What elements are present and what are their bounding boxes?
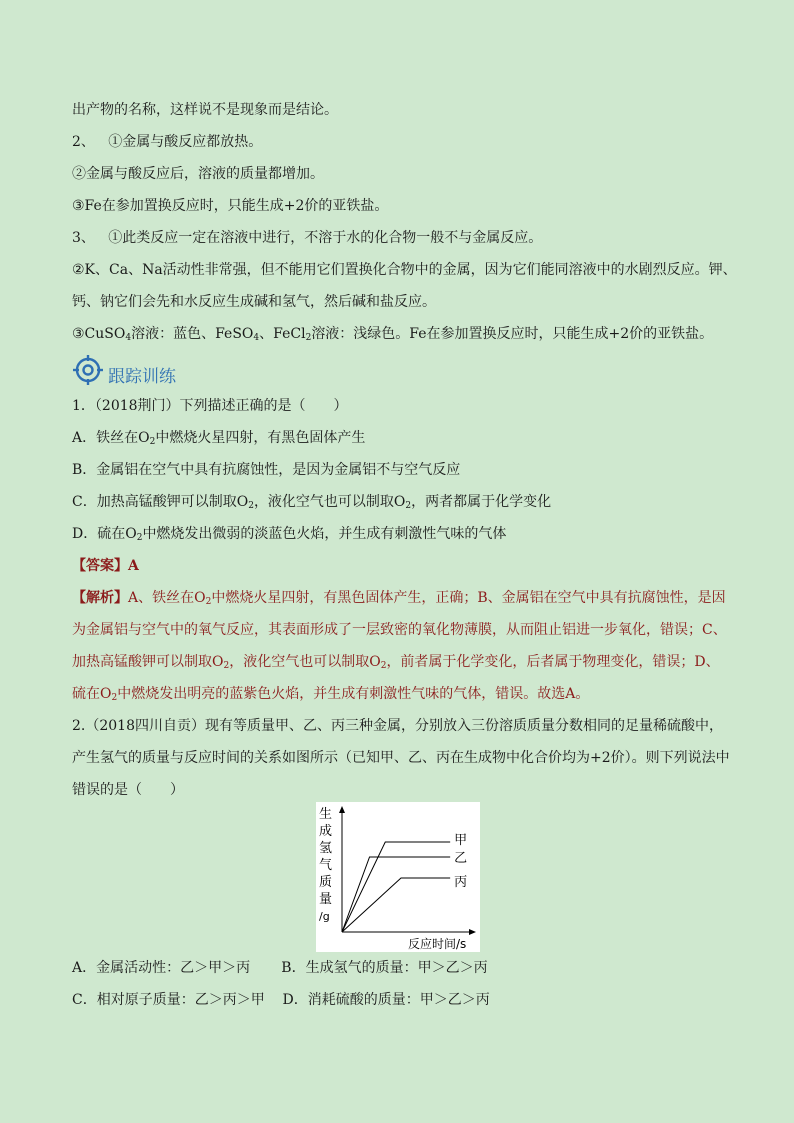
section-header: [72, 353, 176, 387]
point-2-1-text: ①金属与酸反应都放热。: [108, 134, 263, 150]
point-2-3: ③Fe在参加置换反应时，只能生成+2价的亚铁盐。: [72, 198, 389, 214]
y-axis-label-char: 质: [319, 875, 333, 890]
q2-stem-line-1: 2.（2018四川自贡）现有等质量甲、乙、丙三种金属，分别放入三份溶质质量分数相同的足量稀硫酸中，: [72, 718, 723, 734]
analysis-label: 【解析】: [72, 590, 128, 606]
q1-option-b: B．金属铝在空气中具有抗腐蚀性，是因为金属铝不与空气反应: [72, 462, 461, 478]
answer-label: 【答案】: [72, 558, 128, 574]
q1-option-a: A．铁丝在$O_2$中燃烧火星四射，有黑色固体产生: [72, 430, 366, 447]
q2-stem-line-3: 错误的是（ ）: [72, 782, 184, 798]
intro-tail: 出产物的名称，这样说不是现象而是结论。: [72, 102, 338, 118]
point-2-2: ②金属与酸反应后，溶液的质量都增加。: [72, 166, 324, 182]
q2-option-b: B．生成氢气的质量：甲＞乙＞丙: [281, 960, 488, 976]
x-axis-label: 反应时间/s: [408, 937, 467, 951]
point-3-2a: ②K、Ca、Na活动性非常强，但不能用它们置换化合物中的金属，因为它们能同溶液中的水剧烈反应。钾、: [72, 262, 737, 278]
q2-stem-line-2: 产生氢气的质量与反应时间的关系如图所示（已知甲、乙、丙在生成物中化合价均为+2价）。则下列说法中: [72, 750, 730, 766]
point-3-2b: 钙、钠它们会先和水反应生成碱和氢气，然后碱和盐反应。: [72, 294, 436, 310]
q1-option-d: D．硫在$O_2$中燃烧发出微弱的淡蓝色火焰，并生成有刺激性气味的气体: [72, 526, 507, 543]
q1-option-c: C．加热高锰酸钾可以制取$O_2$，液化空气也可以制取$O_2$，两者都属于化学变化: [72, 494, 552, 511]
section-title: 跟踪训练: [108, 366, 176, 387]
answer-value: A: [128, 558, 139, 574]
target-icon: [72, 354, 104, 386]
y-axis-label-char: /g: [319, 910, 330, 923]
point-3-1: [72, 228, 732, 248]
q1-answer: [72, 556, 732, 576]
q1-analysis-line-1: 【解析】A、铁丝在$O_2$中燃烧火星四射，有黑色固体产生，正确；B、金属铝在空气中具有抗腐蚀性，是因: [72, 590, 726, 607]
q1-analysis-line-2: 为金属铝与空气中的氧气反应，其表面形成了一层致密的氧化物薄膜，从而阻止铝进一步氧化，错误；C、: [72, 622, 727, 638]
point-2-1: [72, 132, 732, 152]
hydrogen-chart-svg: [316, 802, 480, 952]
point-3-1-text: ①此类反应一定在溶液中进行，不溶于水的化合物一般不与金属反应。: [108, 230, 543, 246]
y-axis-label-char: 成: [319, 824, 333, 839]
q2-option-a: A．金属活动性：乙＞甲＞丙: [72, 960, 251, 976]
q2-option-c: C．相对原子质量：乙＞丙＞甲: [72, 992, 265, 1008]
series-label-3: 丙: [454, 875, 468, 890]
q2-options-row-1: [72, 958, 732, 978]
y-axis-label-char: 生: [319, 807, 333, 822]
point-2-prefix: 2、: [72, 134, 95, 150]
q1-analysis-line-3: 加热高锰酸钾可以制取$O_2$，液化空气也可以制取$O_2$，前者属于化学变化，后者属于物理变化，错误；D、: [72, 654, 720, 671]
series-label-2: 乙: [454, 851, 468, 866]
y-axis-label-char: 气: [319, 858, 333, 873]
y-axis-label-char: 量: [319, 892, 333, 907]
point-3-prefix: 3、: [72, 230, 95, 246]
y-axis-label: [319, 806, 332, 923]
series-label-1: 甲: [454, 833, 468, 848]
q1-stem: 1．（2018荆门）下列描述正确的是（ ）: [72, 398, 348, 414]
hydrogen-chart: [316, 802, 480, 952]
y-axis-label-char: 氢: [319, 841, 333, 856]
q2-option-d: D．消耗硫酸的质量：甲＞乙＞丙: [282, 992, 490, 1008]
point-3-3: ③CuSO$_4$溶液：蓝色、FeSO$_4$、FeCl$_2$溶液：浅绿色。Fe在参加置换反应时，只能生成+2价的亚铁盐。: [72, 326, 714, 343]
q1-analysis-line-4: 硫在$O_2$中燃烧发出明亮的蓝紫色火焰，并生成有刺激性气味的气体，错误。故选A。: [72, 686, 590, 703]
q2-options-row-2: [72, 990, 732, 1010]
